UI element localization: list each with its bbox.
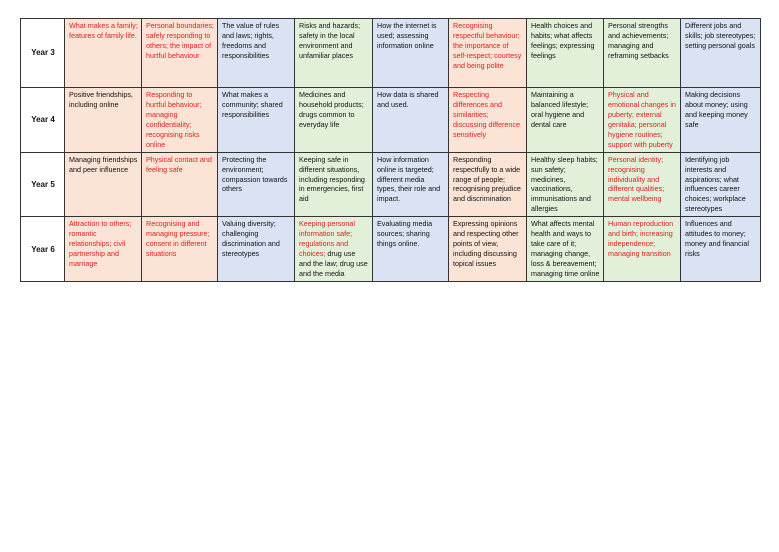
cell-text: Managing friendships and peer influence [69, 154, 138, 174]
cell-text: Expressing opinions and respecting other points of view, including discussing topical issues [453, 219, 519, 268]
cell-text: What makes a community; shared responsibilities [222, 90, 283, 119]
cell-text: Health choices and habits; what affects feelings; expressing feelings [531, 21, 595, 60]
cell-text: Personal boundaries; safely responding to others; the impact of hurtful behaviour [146, 21, 214, 60]
cell-text: What affects mental health and ways to take care of it; managing change, loss & bereavement; managing time online [531, 219, 600, 278]
table-cell [218, 217, 295, 282]
table-row [21, 152, 761, 217]
table-cell [218, 88, 295, 153]
table-cell [681, 19, 761, 88]
table-cell [527, 217, 604, 282]
cell-text: Maintaining a balanced lifestyle; oral hygiene and dental care [531, 90, 589, 129]
table-cell [65, 152, 142, 217]
table-row [21, 88, 761, 153]
cell-text: Positive friendships, including online [69, 90, 133, 109]
cell-text: Physical contact and feeling safe [146, 154, 212, 174]
table-row [21, 217, 761, 282]
cell-text: Protecting the environment; compassion towards others [222, 154, 288, 194]
cell-text: How information online is targeted; different media types, their role and impact. [377, 154, 441, 204]
cell-text: Risks and hazards; safety in the local environment and unfamiliar places [299, 21, 361, 60]
cell-text: Recognising respectful behaviour; the importance of self-respect; courtesy and being polite [453, 21, 522, 70]
cell-text: Responding to hurtful behaviour; managing confidentiality; recognising risks online [146, 90, 202, 149]
table-cell [142, 152, 218, 217]
cell-text: Personal strengths and achievements; managing and reframing setbacks [608, 21, 669, 60]
table-cell [218, 152, 295, 217]
table-cell [527, 88, 604, 153]
cell-text: Medicines and household products; drugs common to everyday life [299, 90, 364, 129]
cell-text: drug use and the law; drug use and the media [299, 249, 368, 278]
year-label: Year 3 [21, 19, 65, 88]
table-cell [527, 152, 604, 217]
table-cell [604, 217, 681, 282]
cell-text: Healthy sleep habits; sun safety; medicines, vaccinations, immunisations and allergies [531, 154, 598, 214]
cell-text: Physical and emotional changes in puberty; external genitalia; personal hygiene routines; support with puberty [608, 90, 676, 149]
table-cell [681, 88, 761, 153]
cell-text: How the internet is used; assessing information online [377, 21, 437, 50]
table-cell [218, 19, 295, 88]
table-cell [295, 88, 373, 153]
table-cell [604, 19, 681, 88]
year-label: Year 5 [21, 152, 65, 217]
table-cell [65, 88, 142, 153]
cell-text: Influences and attitudes to money; money and financial risks [685, 219, 749, 259]
table-cell [65, 19, 142, 88]
cell-text: What makes a family; features of family life. [69, 21, 138, 40]
cell-text: Recognising and managing pressure; consent in different situations [146, 219, 210, 259]
table-row [21, 19, 761, 88]
table-cell [295, 152, 373, 217]
table-cell [142, 19, 218, 88]
table-cell [604, 152, 681, 217]
table-cell [604, 88, 681, 153]
cell-text: How data is shared and used. [377, 90, 439, 109]
table-cell [295, 217, 373, 282]
table-cell [449, 152, 527, 217]
table-cell [449, 217, 527, 282]
cell-text: Different jobs and skills; job stereotypes; setting personal goals [685, 21, 756, 50]
table-cell [65, 217, 142, 282]
cell-text: Human reproduction and birth; increasing independence; managing transition [608, 219, 674, 259]
table-cell [142, 88, 218, 153]
table-cell [295, 19, 373, 88]
cell-text: The value of rules and laws; rights, freedoms and responsibilities [222, 21, 280, 60]
cell-text: Making decisions about money; using and keeping money safe [685, 90, 748, 129]
table-cell [527, 19, 604, 88]
curriculum-table [20, 18, 761, 282]
cell-text-highlight: Keeping personal information safe; regulations and choices; [299, 219, 355, 259]
table-cell [373, 88, 449, 153]
table-cell [449, 88, 527, 153]
cell-text: Respecting differences and similarities; discussing difference sensitively [453, 90, 520, 139]
cell-text: Attraction to others; romantic relationships; civil partnership and marriage [69, 219, 132, 268]
cell-text: Keeping safe in different situations, including responding in emergencies, first aid [299, 154, 365, 204]
table-cell [373, 217, 449, 282]
cell-text: Identifying job interests and aspirations; what influences career choices; workplace stereotypes [685, 154, 746, 214]
year-label: Year 4 [21, 88, 65, 153]
table-cell [373, 152, 449, 217]
cell-text: Personal identity; recognising individuality and different qualities; mental wellbeing [608, 154, 665, 204]
table-cell [449, 19, 527, 88]
table-cell [142, 217, 218, 282]
table-cell [681, 217, 761, 282]
year-label: Year 6 [21, 217, 65, 282]
cell-text: Valuing diversity; challenging discrimination and stereotypes [222, 219, 280, 259]
table-cell [681, 152, 761, 217]
cell-text: Responding respectfully to a wide range of people; recognising prejudice and discrimination [453, 154, 521, 204]
cell-text: Evaluating media sources; sharing things online. [377, 219, 433, 249]
table-cell [373, 19, 449, 88]
